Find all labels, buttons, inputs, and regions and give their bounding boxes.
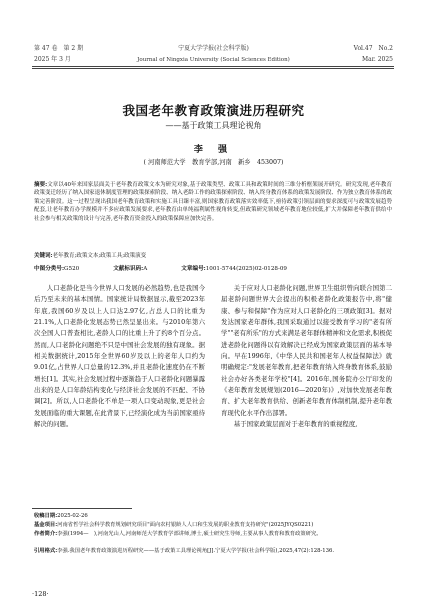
footnote-citation [34, 547, 392, 555]
journal-title-en: Journal of Ningxia University (Social Sciences Edition) [137, 57, 290, 63]
doc-code-label: 文献标识码: [113, 266, 144, 272]
body-paragraph: 人口老龄化是当今世界人口发展的必然趋势,也是我国今后乃至未来的基本国情。国家统计局数据显示,截至2023年年底,我国60岁及以上人口达2.97亿,占总人口的比重为21.1%,人口老龄化发展态势已然呈显出来。与2010年第六次全国人口普查相比,老龄人口的比重上升了约8个百分点。然而,人口老龄化问题绝不只是中国社会发展的独有现象。据相关数据统计,2015年全世界60岁及以上的老年人口约为9.01亿,占世界人口总量的12.3%,并且老龄化速度仍在不断增长[1]。其实,社会发展过程中逐渐趋于人口老龄化问题暴露出来的是人口年龄结构变化与经济社会发展的不匹配、不协调[2]。所以,人口老龄化不单是一项人口变动现象,更是社会发展面临的重大课题,在此背景下,已经演化成为当前国家亟待解决的问题。 [34, 284, 205, 429]
received-label: 收稿日期: [34, 513, 58, 519]
footnote-author [34, 530, 392, 538]
body-column-right [221, 283, 392, 430]
date-right: Mar. 2025 [361, 56, 393, 63]
fund-text: 河南省哲学社会科学教育规划研究项目"面向农村银龄人人口和生发展的职业教育支持研究"(2025JYQS0221) [57, 522, 314, 528]
header-rule [32, 66, 394, 67]
article-title: 我国老年教育政策演进历程研究 [122, 103, 305, 118]
header-rule-thin [32, 68, 394, 69]
page-number: ·128· [32, 590, 49, 598]
footnote-received [34, 512, 392, 520]
author-name: 李 强 [193, 145, 234, 155]
keywords-label: 关键词: [34, 253, 53, 259]
received-date: 2025-02-26 [57, 513, 88, 519]
volume-issue-left: 第 47 卷 第 2 期 [34, 45, 84, 52]
author-bio-text: 李强(1994— ),河南光山人,河南师范大学教育学部讲师,博士,硕士研究生导师,主要从事人教育和教育政策研究。 [57, 531, 322, 537]
article-id-label: 文章编号: [181, 266, 206, 272]
article-subtitle: ——基于政策工具理论视角 [165, 121, 262, 130]
journal-title-cn: 宁夏大学学报(社会科学版) [178, 45, 249, 52]
abstract-text: 文章以40年来国家层面关于老年教育政策文本为研究对象,基于政策类型、政策工具和政策时间的三维分析框架展开研究。研究发现,老年教育政策变迁经历了纳入国家退休制度管理的政策探索阶段、纳入老龄工作的政策探索阶段、纳入终身教育体系的政策发展阶段、作为独立教育体系的政策完善阶段。这一过程呈现出我国老年教育政策和实施工具日臻丰富,则国家教育政策落实效率低下,亟待政策引领层面的要求深度可与政策发展趋势配套,让老年教育办学规模并不多应政策发展要求,老年教育由单纯福利属性视角转变,但政策研究领域老年教育地位较低,扩大并保障老年教育供给中社会参与相关政策的设计与完善,老年教育资金投入的政策保障应加快完善。 [34, 182, 393, 222]
fund-label: 基金项目: [34, 522, 58, 528]
keywords [34, 252, 392, 260]
doc-code-value: A [143, 266, 148, 272]
footnote-rule [32, 508, 132, 509]
classification-line [34, 265, 392, 273]
body-paragraph: 关于应对人口老龄化问题,世界卫生组织曾向联合国第二届老龄问题世界大会提出的积极老龄化政策报告中,将"健康、参与和保障"作为应对人口老龄化的三项政策[3]。据对发达国家老年群体,我国采取通过以接受教育学习的"老有所学""老有所乐"的方式来满足老年群体精神和文化需求,积极促进老龄化问题得以有效解决已经成为国家政策层面的基本导向。早在1996年,《中华人民共和国老年人权益保障法》就明确规定:"发展老年教育,把老年教育纳入终身教育体系,鼓励社会办好各类老年学校"[4]。2016年,国务院办公厅印发的《老年教育发展规划(2016—2020年)》,对加快发展老年教育、扩大老年教育供给、创新老年教育体制机制,提升老年教育现代化水平作出部署。 [221, 284, 392, 417]
abstract-label: 摘要: [34, 182, 48, 188]
citation-text: 李强.我国老年教育政策演进历程研究——基于政策工具理论视角[J].宁夏大学学报(社会科学版),2025,47(2):128-136. [57, 548, 335, 554]
clc-value: G520 [64, 266, 80, 272]
article-id-value: 1001-5744(2025)02-0128-09 [205, 266, 287, 272]
clc-label: 中图分类号: [34, 266, 65, 272]
abstract [34, 181, 392, 223]
author-affiliation: ( 河南师范大学 教育学部,河南 新乡 453007) [143, 159, 284, 166]
keywords-text: 老年教育;政策文本;政策工具;政策演变 [52, 253, 147, 259]
author-bio-label: 作者简介: [34, 531, 58, 537]
citation-label: 引用格式: [34, 548, 58, 554]
date-left: 2025 年 3 月 [34, 56, 71, 63]
volume-issue-right: Vol.47 No.2 [353, 45, 393, 52]
body-column-left [34, 283, 205, 430]
footnote-fund [34, 521, 392, 529]
body-paragraph: 基于国家政策层面对于老年教育的重视程度, [233, 420, 358, 429]
